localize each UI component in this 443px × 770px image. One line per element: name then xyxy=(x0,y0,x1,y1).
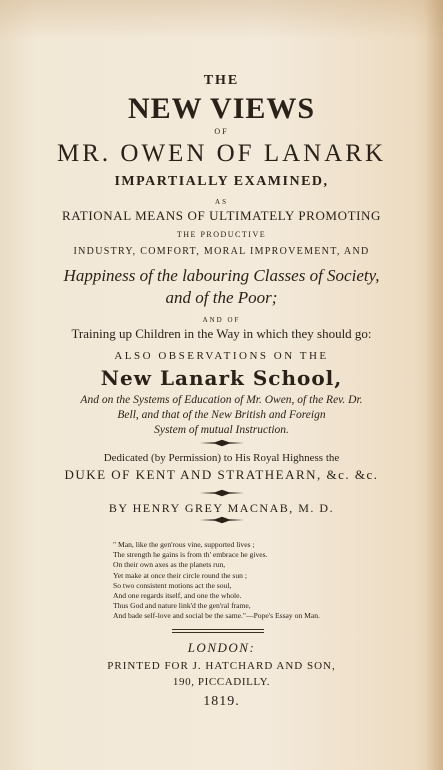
epigraph-line: And one regards itself, and one the whole. xyxy=(113,591,242,601)
imprint-london: LONDON: xyxy=(187,640,256,655)
double-rule xyxy=(172,629,264,633)
title-rational-means: RATIONAL MEANS OF ULTIMATELY PROMOTING xyxy=(61,208,382,223)
title-of: OF xyxy=(214,127,229,136)
imprint-printer: PRINTED FOR J. HATCHARD AND SON, xyxy=(107,660,336,672)
title-systems-line-3: System of mutual Instruction. xyxy=(154,424,289,436)
ornament-rule-icon xyxy=(200,489,244,497)
epigraph xyxy=(113,540,413,622)
title-as: AS xyxy=(215,198,228,206)
epigraph-line: " Man, like the gen'rous vine, supported lives ; xyxy=(113,540,255,549)
title-impartially-examined: IMPARTIALLY EXAMINED, xyxy=(114,174,329,189)
title-happiness-line: Happiness of the labouring Classes of Society, xyxy=(63,266,380,285)
epigraph-line: So two consistent motions act the soul, xyxy=(113,580,232,590)
epigraph-line: And bade self-love and social be the same."—Pope's Essay on Man. xyxy=(113,611,320,621)
epigraph-line: Yet make at once their circle round the sun ; xyxy=(113,570,247,580)
ornamental-rule xyxy=(0,489,443,497)
dedication-line: Dedicated (by Permission) to His Royal Highness the xyxy=(103,452,340,464)
title-poor-line: and of the Poor; xyxy=(165,288,278,307)
title-the: THE xyxy=(203,73,240,88)
epigraph-line: Thus God and nature link'd the gen'ral frame, xyxy=(113,601,251,611)
epigraph-line: On their own axes as the planets run, xyxy=(113,560,226,570)
author-line: BY HENRY GREY MACNAB, M. D. xyxy=(108,501,335,515)
title-industry-line: INDUSTRY, COMFORT, MORAL IMPROVEMENT, AND xyxy=(73,246,370,257)
title-training-line: Training up Children in the Way in which they should go: xyxy=(71,326,372,341)
paper-stain xyxy=(0,0,443,40)
title-new-lanark-school: New Lanark School, xyxy=(100,366,343,390)
ornamental-rule xyxy=(0,439,443,447)
ornament-rule-icon xyxy=(200,516,244,524)
title-systems-line-1: And on the Systems of Education of Mr. Owen, of the Rev. Dr. xyxy=(80,394,363,406)
ornament-rule-icon xyxy=(200,439,244,447)
epigraph-line: The strength he gains is from th' embrace he gives. xyxy=(113,550,268,560)
imprint-address: 190, PICCADILLY. xyxy=(172,676,271,688)
title-the-productive: THE PRODUCTIVE xyxy=(176,230,267,239)
title-also-observations: ALSO OBSERVATIONS ON THE xyxy=(114,350,329,362)
dedication-duke: DUKE OF KENT AND STRATHEARN, &c. &c. xyxy=(64,467,379,482)
title-systems-line-2: Bell, and that of the New British and Foreign xyxy=(117,409,326,421)
title-new-views: NEW VIEWS xyxy=(127,92,316,125)
title-owen-of-lanark: MR. OWEN OF LANARK xyxy=(57,140,386,167)
title-and-of: AND OF xyxy=(202,316,241,324)
imprint-year: 1819. xyxy=(203,694,240,709)
ornamental-rule xyxy=(0,516,443,524)
